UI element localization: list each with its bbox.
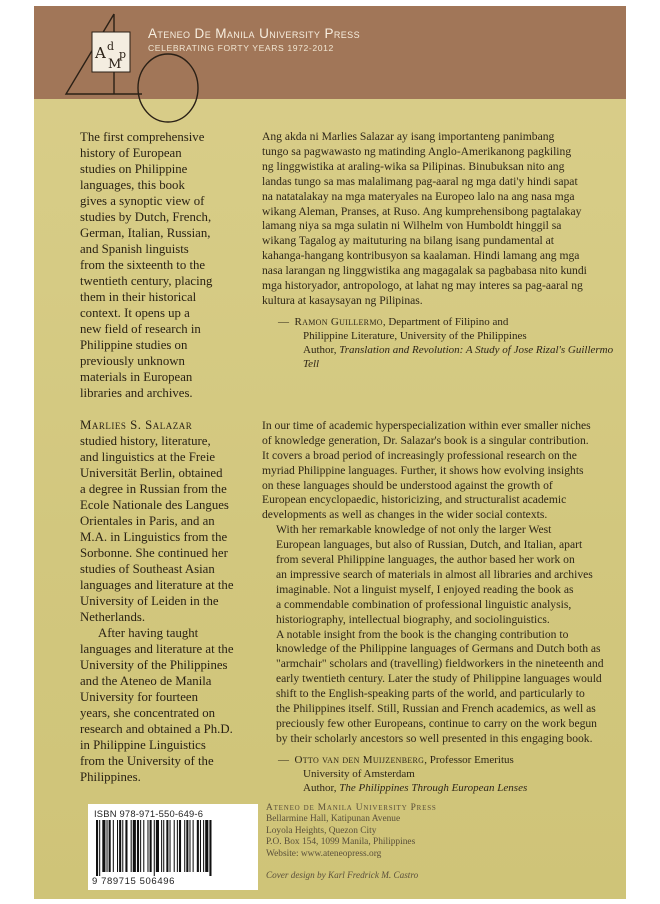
cover-design-credit: Cover design by Karl Fredrick M. Castro	[266, 870, 419, 880]
barcode-bar	[186, 820, 188, 872]
review-english-p1	[262, 419, 618, 523]
bio-line: studied history, literature,	[80, 434, 211, 448]
summary-line: from the sixteenth to the	[80, 258, 206, 272]
left-column	[80, 129, 255, 785]
review-line: developments as well as changes in the wider social contexts.	[262, 508, 548, 522]
address-line: Website: www.ateneopress.org	[266, 848, 382, 859]
bio-line: studies of Southeast Asian	[80, 562, 215, 576]
review-line: lamang niya sa mga sulatin ni Wilhelm von Humboldt hinggil sa	[262, 219, 562, 233]
review-line: A notable insight from the book is the changing contribution to	[276, 627, 569, 641]
review-line: early twentieth century. Later the study of Philippine languages would	[276, 672, 602, 686]
reviewer-book: The Philippines Through European Lenses	[339, 781, 528, 794]
review-line: knowledge of the Philippine languages of Germans and Dutch both as	[276, 642, 601, 656]
review-line: "armchair" scholars and (travelling) fieldworkers in the nineteenth and	[276, 657, 604, 671]
bio-line: years, she concentrated on	[80, 706, 216, 720]
publisher-subtitle: CELEBRATING FORTY YEARS 1972-2012	[148, 43, 334, 53]
review-line: kultura at kasaysayan ng Pilipinas.	[262, 293, 423, 307]
review-line: European languages, but also of Russian, Dutch, and Italian, apart	[276, 538, 583, 552]
bio-line: a degree in Russian from the	[80, 482, 227, 496]
review-english-p2	[262, 523, 618, 627]
summary-line: studies by Dutch, French,	[80, 210, 212, 224]
review-line: tungo sa pagwawasto ng matinding Anglo-Amerikanong pagkiling	[262, 144, 572, 158]
barcode-bar	[154, 820, 155, 876]
review-line: of knowledge generation, Dr. Salazar's book is a singular contribution.	[262, 433, 589, 447]
review-line: a commendable combination of professional linguistic analysis,	[276, 597, 572, 611]
review-line: In our time of academic hyperspecialization within ever smaller niches	[262, 418, 591, 432]
author-bio-text-2	[80, 625, 255, 785]
barcode-bar	[140, 820, 141, 872]
bio-line: in Philippine Linguistics	[80, 738, 206, 752]
review-line: from several Philippine languages, the author based her work on	[276, 553, 575, 567]
review-english-p3	[262, 628, 618, 747]
barcode-bar	[122, 820, 123, 872]
bio-line: and linguistics at the Freie	[80, 450, 216, 464]
bio-line: research and obtained a Ph.D.	[80, 722, 233, 736]
summary-line: twentieth century, placing	[80, 274, 213, 288]
summary-line: and Spanish linguists	[80, 242, 189, 256]
address-line: Loyola Heights, Quezon City	[266, 825, 377, 836]
summary-line: German, Italian, Russian,	[80, 226, 211, 240]
summary-line: context. It opens up a	[80, 306, 190, 320]
review-line: imaginable. Not a linguist myself, I enjoyed reading the book as	[276, 582, 574, 596]
barcode-bars	[94, 820, 252, 876]
barcode-digits: 9 789715 506496	[92, 876, 175, 887]
review-line: the Philippines itself. Still, Russian and French academics, as well as	[276, 702, 596, 716]
summary-line: previously unknown	[80, 354, 185, 368]
barcode-bar	[143, 820, 144, 872]
barcode-bar	[170, 820, 171, 872]
review-line: myriad Philippine languages. Further, it shows how evolving insights	[262, 463, 584, 477]
svg-text:d: d	[107, 40, 115, 53]
review-filipino	[262, 130, 618, 309]
publisher-address	[266, 814, 566, 860]
barcode-bar	[147, 820, 148, 872]
bio-line: Philippines.	[80, 770, 141, 784]
back-cover	[34, 6, 626, 899]
bio-line: and the Ateneo de Manila	[80, 674, 212, 688]
summary-line: new field of research in	[80, 322, 201, 336]
review-line: wikang Aleman, Pranses, at Ruso. Ang kumprehensibong pagtalakay	[262, 204, 582, 218]
barcode-bar	[137, 820, 139, 872]
review-line: preciously few other Europeans, continue to carry on the work begun	[276, 717, 597, 730]
barcode-bar	[189, 820, 190, 872]
review-line: na natatalakay na mga materyales na Europeo lalo na ang nasa mga	[262, 189, 575, 203]
bio-line: Sorbonne. She continued her	[80, 546, 228, 560]
barcode-bar	[156, 820, 159, 872]
isbn-barcode	[88, 804, 258, 890]
barcode-bar	[131, 820, 132, 872]
right-column	[262, 130, 618, 795]
barcode-bar	[184, 820, 185, 872]
barcode-bar	[113, 820, 114, 872]
barcode-bar	[99, 820, 100, 876]
review-line: on these languages should be understood against the growth of	[262, 478, 553, 492]
barcode-bar	[163, 820, 164, 872]
barcode-bar	[150, 820, 152, 872]
barcode-bar	[205, 820, 208, 872]
author-name: Marlies S. Salazar	[80, 418, 193, 432]
summary-line: history of European	[80, 146, 182, 160]
address-line: P.O. Box 154, 1099 Manila, Philippines	[266, 837, 416, 848]
bio-line: Universität Berlin, obtained	[80, 466, 223, 480]
barcode-bar	[102, 820, 105, 872]
review-line: With her remarkable knowledge of not only the larger West	[276, 523, 552, 537]
barcode-bar	[117, 820, 118, 872]
summary-line: Philippine studies on	[80, 338, 188, 352]
bio-line: M.A. in Linguistics from the	[80, 530, 228, 544]
review-line: nasa larangan ng linggwistika ang magagalak sa pagbabasa nito kundi	[262, 264, 587, 278]
barcode-bar	[203, 820, 204, 872]
barcode-bar	[107, 820, 108, 872]
summary-line: studies on Philippine	[80, 162, 188, 176]
review-line: historiography, intellectual biography, and sociolinguistics.	[276, 612, 550, 626]
reviewer-book: Translation and Revolution: A Study of Jose Rizal's Guillermo Tell	[303, 343, 614, 370]
publisher-info	[266, 803, 566, 860]
summary-line: libraries and archives.	[80, 386, 193, 400]
book-summary	[80, 129, 255, 401]
review-filipino-attribution: — Ramon Guillermo, Department of Filipino and Philippine Literature, University of the Philippines Author, Translation and Revolution: A Study of Jose Rizal's Guillermo Tell	[278, 315, 614, 370]
barcode-bar	[96, 820, 98, 876]
publisher-title: Ateneo De Manila University Press	[148, 26, 360, 41]
review-line: ng linggwistika at araling-wika sa Pilipinas. Binubuksan nito ang	[262, 159, 565, 173]
barcode-bar	[119, 820, 121, 872]
barcode-bar	[179, 820, 181, 872]
review-line: wikang Tagalog ay maituturing na bilang isang pundamental at	[262, 234, 554, 248]
bio-line: Orientales in Paris, and an	[80, 514, 215, 528]
barcode-bar	[133, 820, 136, 872]
bio-line: University of the Philippines	[80, 658, 228, 672]
summary-line: gives a synoptic view of	[80, 194, 205, 208]
bio-line: University of Leiden in the	[80, 594, 219, 608]
address-line: Bellarmine Hall, Katipunan Avenue	[266, 814, 401, 825]
review-english-attribution: — Otto van den Muijzenberg, Professor Emeritus University of Amsterdam Author, The Philippines Through European Lenses	[278, 753, 528, 794]
barcode-bar	[125, 820, 127, 872]
review-line: an impressive search of materials in almost all libraries and archives	[276, 567, 593, 581]
summary-line: materials in European	[80, 370, 193, 384]
bio-line: languages and literature at the	[80, 578, 234, 592]
isbn-text: ISBN 978-971-550-649-6	[94, 808, 204, 819]
bio-line: After having taught	[98, 626, 199, 640]
reviewer-name: Otto van den Muijzenberg	[294, 753, 425, 766]
barcode-bar	[166, 820, 168, 872]
bio-line: University for fourteen	[80, 690, 198, 704]
svg-text:p: p	[119, 48, 127, 61]
summary-line: languages, this book	[80, 178, 185, 192]
bio-line: Netherlands.	[80, 610, 146, 624]
review-line: mga historyador, antropologo, at lahat ng may interes sa pag-aaral ng	[262, 279, 583, 293]
bio-line: Ecole Nationale des Langues	[80, 498, 229, 512]
barcode-bar	[193, 820, 194, 872]
bio-line: from the University of the	[80, 754, 214, 768]
barcode-bar	[200, 820, 201, 872]
barcode-bar	[177, 820, 178, 872]
review-line: landas tungo sa mas malalimang pag-aaral ng mga dati'y hindi sapat	[262, 174, 578, 188]
review-line: Ang akda ni Marlies Salazar ay isang importanteng panimbang	[262, 130, 555, 143]
reviewer-name: Ramon Guillermo	[294, 315, 383, 328]
svg-text:M: M	[108, 57, 122, 72]
barcode-bar	[174, 820, 175, 872]
summary-line: them in their historical	[80, 290, 197, 304]
review-line: European encyclopaedic, historicizing, and structuralist academic	[262, 493, 567, 507]
review-line: shift to the English-speaking parts of the world, and particularly to	[276, 687, 585, 701]
publisher-name: Ateneo de Manila University Press	[266, 803, 437, 813]
author-bio	[80, 417, 255, 433]
barcode-bar	[161, 820, 162, 872]
review-line: It covers a broad period of increasingly professional research on the	[262, 448, 577, 462]
svg-text:A: A	[95, 44, 106, 62]
barcode-bar	[197, 820, 199, 872]
bio-line: languages and literature at the	[80, 642, 234, 656]
review-line: kahanga-hangang kontribusyon sa kaalaman. Hindi lamang ang mga	[262, 249, 580, 263]
review-line: by their scholarly ancestors so well presented in this engaging book.	[276, 731, 593, 745]
barcode-bar	[109, 820, 111, 872]
author-bio-text	[80, 433, 255, 625]
barcode-bar	[209, 820, 211, 876]
summary-line: The first comprehensive	[80, 130, 205, 144]
